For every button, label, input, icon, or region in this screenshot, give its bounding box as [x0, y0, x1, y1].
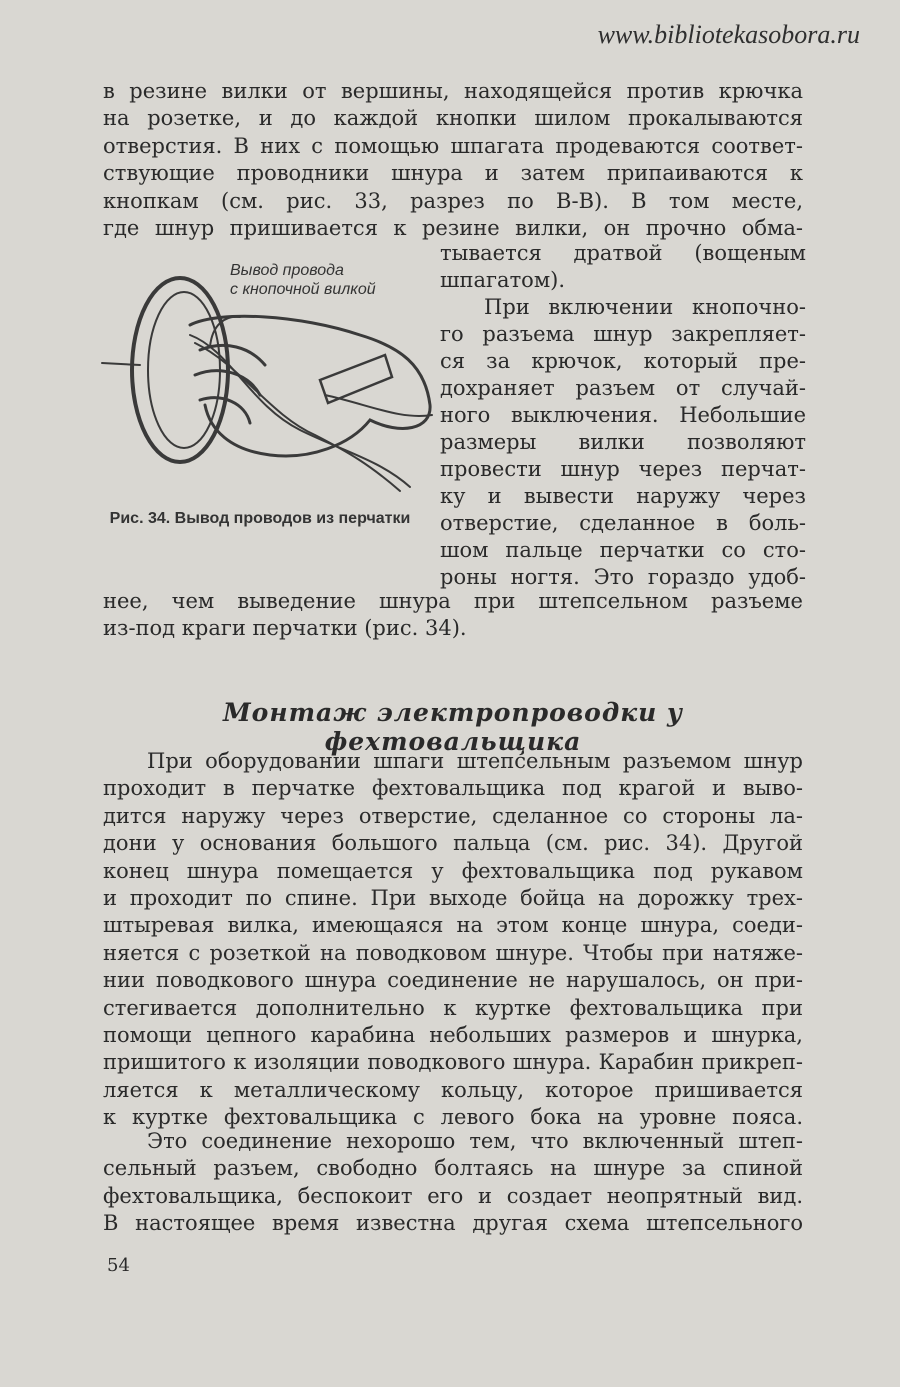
- figure-label: [230, 261, 376, 299]
- side_column-line: тывается дратвой (вощеным: [440, 241, 806, 265]
- watermark-url[interactable]: www.bibliotekasobora.ru: [597, 20, 860, 49]
- side_column-line: ся за крючок, который пре-: [440, 349, 806, 373]
- figure-label-line-2: с кнопочной вилкой: [230, 281, 376, 298]
- top_paragraph-line: отверстия. В них с помощью шпагата продеваются соответ-: [103, 133, 803, 158]
- top_paragraph-line: на розетке, и до каждой кнопки шилом прокалываются: [103, 106, 803, 131]
- side_column-line: размеры вилки позволяют: [440, 430, 806, 454]
- top_paragraph-line: кнопкам (см. рис. 33, разрез по В-В). В том месте,: [103, 188, 803, 213]
- section_paragraph_1-line: стегивается дополнительно к куртке фехтовальщика при: [103, 995, 803, 1020]
- section_paragraph_1-line: ляется к металлическому кольцу, которое пришивается: [103, 1077, 803, 1102]
- side_column-line: ного выключения. Небольшие: [440, 403, 806, 427]
- figure-glove-wire: [100, 255, 436, 495]
- section-heading: Монтаж электропроводки у фехтовальщика: [223, 698, 683, 756]
- side_column-line: ку и вывести наружу через: [440, 484, 806, 508]
- side_column-line: шом пальце перчатки со сто-: [440, 538, 806, 562]
- side_column-line: шпагатом).: [440, 268, 566, 292]
- side_column-line: роны ногтя. Это гораздо удоб-: [440, 565, 806, 589]
- page-number: 54: [107, 1255, 130, 1276]
- figure-label-line-1: Вывод провода: [230, 262, 344, 279]
- section_paragraph_1-line: дится наружу через отверстие, сделанное со стороны ла-: [103, 803, 803, 828]
- section_paragraph_1-line: няется с розеткой на поводковом шнуре. Чтобы при натяже-: [103, 940, 803, 965]
- after_figure-line: из-под краги перчатки (рис. 34).: [103, 616, 467, 641]
- section_paragraph_1-line: пришитого к изоляции поводкового шнура. Карабин прикреп-: [103, 1050, 803, 1075]
- section_paragraph_2-line: В настоящее время известна другая схема штепсельного: [103, 1211, 803, 1236]
- side_column-line: отверстие, сделанное в боль-: [440, 511, 806, 535]
- section_paragraph_1-line: и проходит по спине. При выходе бойца на дорожку трех-: [103, 886, 803, 910]
- section_paragraph_2-line: фехтовальщика, беспокоит его и создает неопрятный вид.: [103, 1183, 803, 1208]
- side_column-line: дохраняет разъем от случай-: [440, 376, 806, 400]
- top_paragraph-line: ствующие проводники шнура и затем припаиваются к: [103, 161, 803, 186]
- section_paragraph_1-line: нии поводкового шнура соединение не нарушалось, он при-: [103, 968, 803, 993]
- side_column-line: провести шнур через перчат-: [440, 457, 806, 481]
- section_paragraph_1-line: помощи цепного карабина небольших размеров и шнурка,: [103, 1023, 803, 1047]
- section_paragraph_2-line: Это соединение нехорошо тем, что включенный штеп-: [147, 1129, 803, 1153]
- section_paragraph_2-line: сельный разъем, свободно болтаясь на шнуре за спиной: [103, 1156, 803, 1181]
- figure-caption: Рис. 34. Вывод проводов из перчатки: [109, 510, 411, 527]
- section_paragraph_1-line: При оборудовании шпаги штепсельным разъемом шнур: [147, 749, 803, 773]
- side_column-line: При включении кнопочно-: [484, 295, 806, 319]
- side_column-line: го разъема шнур закрепляет-: [440, 322, 806, 346]
- section_paragraph_1-line: проходит в перчатке фехтовальщика под крагой и выво-: [103, 776, 803, 801]
- section_paragraph_1-line: к куртке фехтовальщика с левого бока на уровне пояса.: [103, 1105, 803, 1130]
- after_figure-line: нее, чем выведение шнура при штепсельном разъеме: [103, 589, 803, 613]
- section_paragraph_1-line: конец шнура помещается у фехтовальщика под рукавом: [103, 858, 803, 883]
- top_paragraph-line: в резине вилки от вершины, находящейся против крючка: [103, 79, 803, 103]
- section_paragraph_1-line: штыревая вилка, имеющаяся на этом конце шнура, соеди-: [103, 913, 803, 938]
- side-column-text: [440, 240, 806, 591]
- section_paragraph_1-line: дони у основания большого пальца (см. рис. 34). Другой: [103, 831, 803, 856]
- top_paragraph-line: где шнур пришивается к резине вилки, он прочно обма-: [103, 216, 803, 240]
